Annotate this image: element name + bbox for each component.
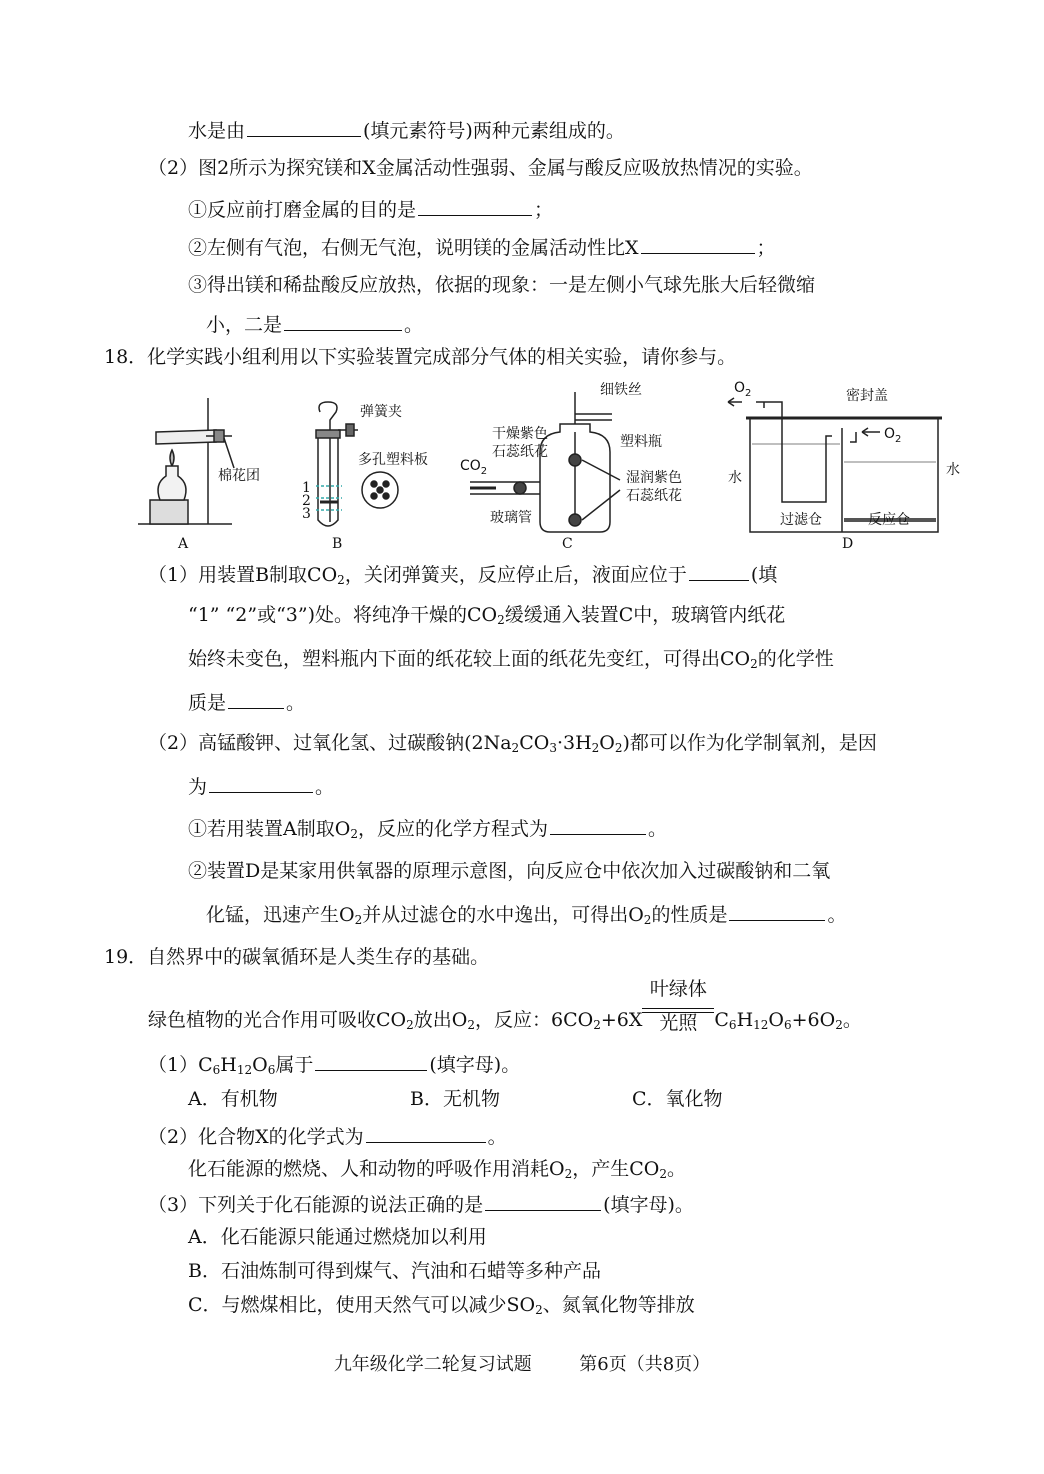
q19-part2: （2）化合物X的化学式为 。: [148, 1122, 507, 1150]
apparatus-diagram: [120, 372, 970, 562]
q18-part2-step2: ②装置D是某家用供氧器的原理示意图，向反应仓中依次加入过碳酸钠和二氧: [188, 860, 831, 882]
svg-text:湿润紫色: 湿润紫色: [626, 470, 682, 486]
q17-step3-cont: 小，二是 。: [206, 310, 423, 338]
svg-text:细铁丝: 细铁丝: [600, 382, 642, 398]
svg-text:反应仓: 反应仓: [868, 512, 910, 528]
q17-step3: ③得出镁和稀盐酸反应放热，依据的现象：一是左侧小气球先胀大后轻微缩: [188, 274, 816, 296]
svg-text:A: A: [178, 536, 189, 552]
alcohol-lamp: [158, 466, 186, 500]
svg-text:石蕊纸花: 石蕊纸花: [492, 444, 548, 460]
answer-blank[interactable]: [209, 772, 313, 793]
answer-blank[interactable]: [689, 560, 749, 581]
option-c[interactable]: C．氧化物: [632, 1088, 723, 1110]
answer-blank[interactable]: [418, 195, 532, 216]
footer-page-number: 第6页（共8页）: [579, 1354, 711, 1375]
svg-text:B: B: [332, 536, 343, 552]
svg-text:O2: $O_2$: [734, 380, 752, 399]
q18-part2-step1: ①若用装置A制取$O_2$，反应的化学方程式为 。: [188, 814, 667, 847]
svg-text:水: 水: [946, 462, 960, 478]
svg-text:多孔塑料板: 多孔塑料板: [358, 452, 428, 468]
q18-part2-step2-cont: 化锰，迅速产生$O_2$并从过滤仓的水中逸出，可得出$O_2$的性质是 。: [206, 900, 846, 933]
svg-text:3: 3: [302, 506, 311, 522]
svg-text:O2: $O_2$: [884, 426, 902, 445]
option-b[interactable]: B．无机物: [410, 1088, 500, 1110]
q18-part2-line2: 为 。: [188, 772, 334, 800]
q18-part1-line2: “1” “2”或“3”)处。将纯净干燥的$CO_2$缓缓通入装置C中，玻璃管内纸花: [188, 604, 786, 627]
svg-text:1: 1: [302, 480, 311, 496]
long-funnel: [319, 402, 337, 522]
svg-text:棉花团: 棉花团: [218, 468, 260, 484]
q19-option-c[interactable]: C．与燃煤相比，使用天然气可以减少$SO_2$、氮氧化物等排放: [188, 1294, 695, 1317]
footer-title: 九年级化学二轮复习试题: [333, 1354, 532, 1375]
option-a[interactable]: A．有机物: [188, 1088, 278, 1110]
wet-flower-top: [569, 454, 581, 466]
wood-block: [150, 500, 188, 524]
page-footer: [0, 1350, 1044, 1376]
answer-blank[interactable]: [485, 1190, 601, 1211]
q17-line-water: 水是由 (填元素符号)两种元素组成的。: [188, 116, 625, 144]
q19-title: 19．自然界中的碳氧循环是人类生存的基础。: [104, 946, 490, 968]
answer-blank[interactable]: [641, 233, 755, 254]
q18-apparatus-figure: [120, 372, 970, 562]
q17-step2: ②左侧有气泡，右侧无气泡，说明镁的金属活动性比X ；: [188, 233, 776, 261]
svg-text:水: 水: [728, 470, 742, 486]
wet-flower-bottom: [569, 514, 581, 526]
q18-title: 18．化学实践小组利用以下实验装置完成部分气体的相关实验，请你参与。: [104, 346, 737, 368]
q18-part1-line3: 始终未变色，塑料瓶内下面的纸花较上面的纸花先变红，可得出$CO_2$的化学性: [188, 648, 834, 671]
q19-part1-options: [188, 1086, 723, 1112]
answer-blank[interactable]: [315, 1050, 427, 1071]
svg-text:D: D: [842, 536, 854, 552]
svg-text:CO2: $CO_2$: [460, 458, 488, 477]
q19-equation: 绿色植物的光合作用可吸收$CO_2$放出$O_2$，反应：$6CO_2+6X$ $\frac{\text{叶绿体}}{\text{光照}}$ $C_6H_{12}O_6+6O_2$。: [148, 978, 862, 1034]
svg-text:2: 2: [302, 493, 311, 509]
svg-text:石蕊纸花: 石蕊纸花: [626, 488, 682, 504]
svg-text:密封盖: 密封盖: [846, 388, 888, 404]
q17-step1: ①反应前打磨金属的目的是 ；: [188, 195, 553, 223]
answer-blank[interactable]: [247, 116, 361, 137]
q17-part2: （2）图2所示为探究镁和X金属活动性强弱、金属与酸反应吸放热情况的实验。: [148, 157, 813, 179]
svg-text:玻璃管: 玻璃管: [490, 510, 532, 526]
q19-mid-text: 化石能源的燃烧、人和动物的呼吸作用消耗$O_2$，产生$CO_2$。: [188, 1158, 686, 1181]
q19-part1: $(1)C_6H_{12}O_6$属于 (填字母)。: [148, 1050, 520, 1083]
test-tube-b: [318, 434, 338, 526]
q18-part2-line1: （2）高锰酸钾、过氧化氢、过碳酸钠$(2Na_2CO_3\cdot 3H_2O_2)$都可以作为化学制氧剂，是因: [148, 732, 877, 755]
test-tube-a: [156, 430, 216, 444]
q18-part1-line1: （1）用装置B制取$CO_2$，关闭弹簧夹，反应停止后，液面应位于 (填: [148, 560, 777, 593]
reaction-condition: $\frac{\text{叶绿体}}{\text{光照}}$: [642, 1000, 714, 1026]
q19-option-a[interactable]: A．化石能源只能通过燃烧加以利用: [188, 1226, 487, 1248]
svg-text:塑料瓶: 塑料瓶: [620, 434, 662, 450]
answer-blank[interactable]: [729, 900, 825, 921]
q19-option-b[interactable]: B．石油炼制可得到煤气、汽油和石蜡等多种产品: [188, 1260, 601, 1282]
answer-blank[interactable]: [550, 814, 646, 835]
flame: [170, 450, 174, 466]
answer-blank[interactable]: [284, 310, 402, 331]
q18-part1-line4: 质是 。: [188, 688, 305, 716]
svg-text:C: C: [562, 536, 573, 552]
svg-text:过滤仓: 过滤仓: [780, 512, 822, 528]
spring-clip: [346, 424, 354, 436]
dry-flower: [514, 482, 526, 494]
answer-blank[interactable]: [366, 1122, 486, 1143]
stopper: [214, 430, 224, 442]
svg-text:干燥紫色: 干燥紫色: [492, 426, 548, 442]
q19-part3: （3）下列关于化石能源的说法正确的是 (填字母)。: [148, 1190, 694, 1218]
answer-blank[interactable]: [228, 688, 284, 709]
svg-text:弹簧夹: 弹簧夹: [360, 404, 402, 420]
